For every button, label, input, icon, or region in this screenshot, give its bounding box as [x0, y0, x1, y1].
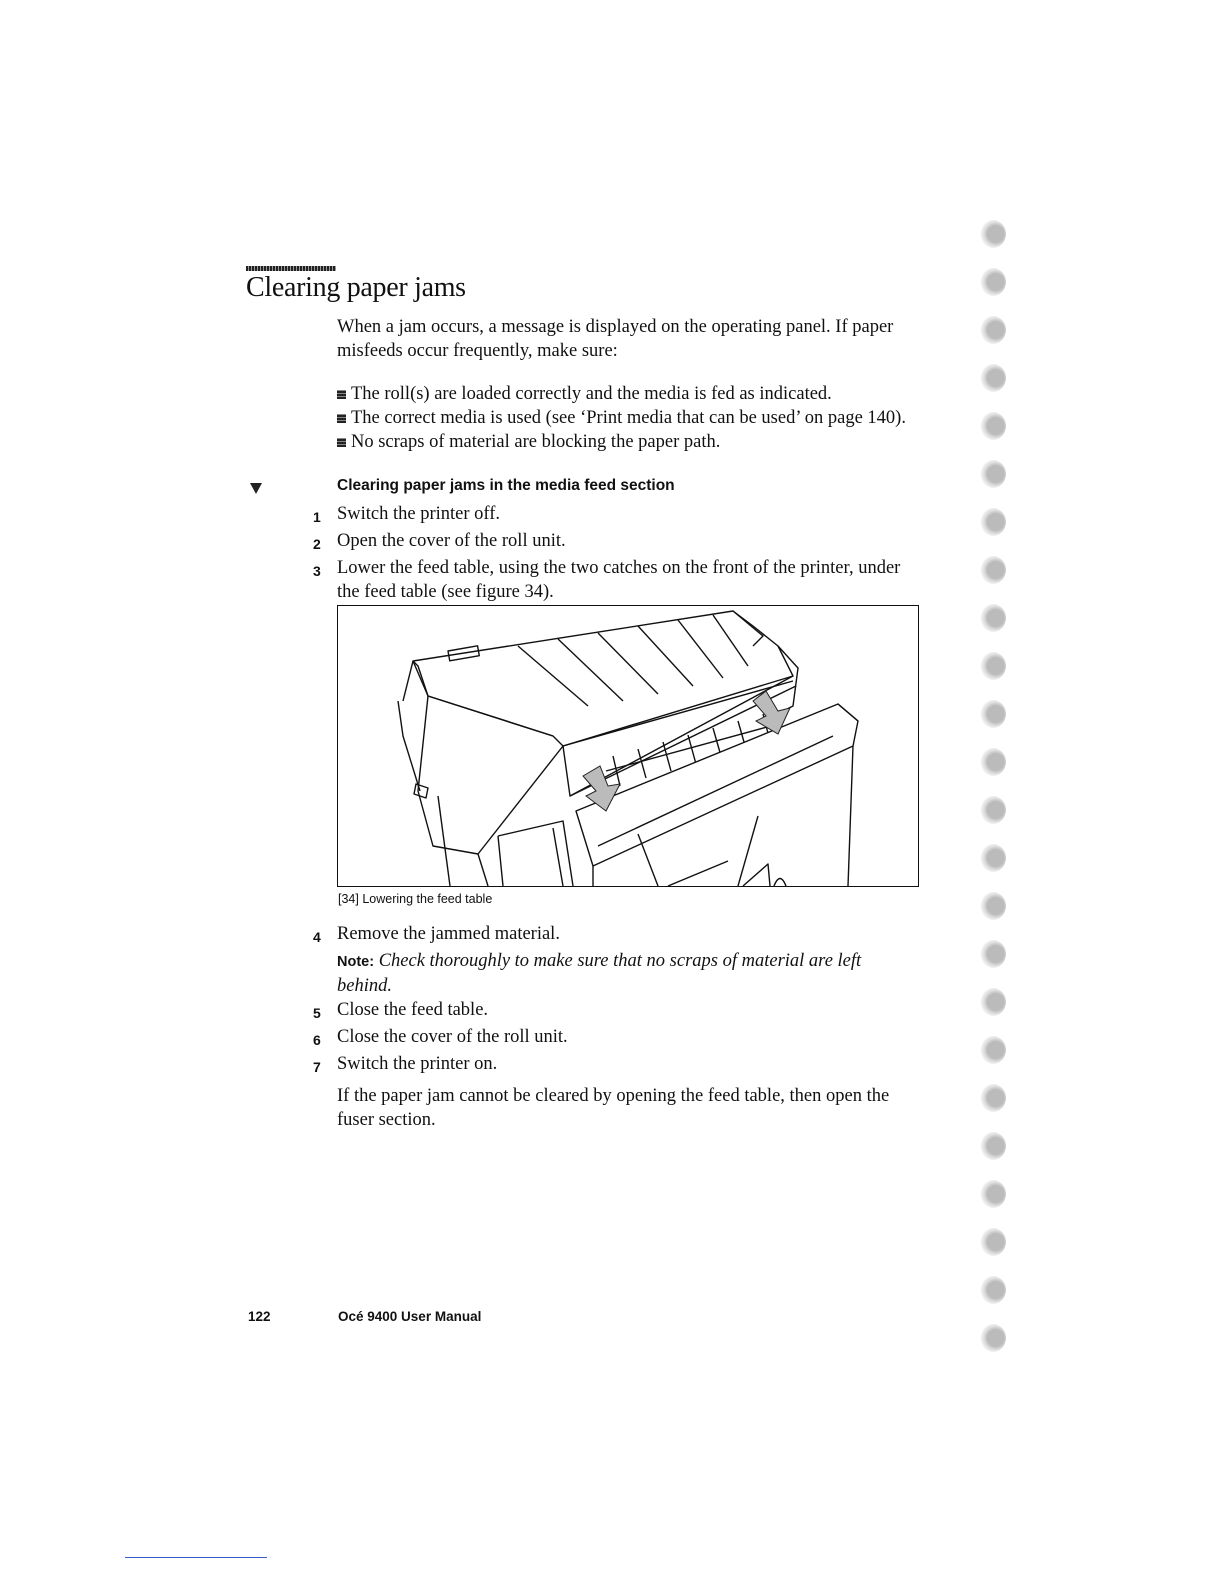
binding-hole-icon — [980, 844, 1006, 872]
binding-hole-icon — [980, 508, 1006, 536]
page-title: Clearing paper jams — [246, 272, 466, 303]
binding-hole-icon — [980, 1180, 1006, 1208]
binding-hole-icon — [980, 412, 1006, 440]
note — [300, 949, 920, 998]
bullet-icon — [337, 438, 346, 447]
binding-hole-icon — [980, 316, 1006, 344]
binding-hole-icon — [980, 940, 1006, 968]
binding-hole-icon — [980, 652, 1006, 680]
page-number: 122 — [248, 1309, 271, 1324]
binding-hole-icon — [980, 1084, 1006, 1112]
step-item: 4 Remove the jammed material. — [313, 924, 560, 945]
intro-paragraph: When a jam occurs, a message is displayed on the operating panel. If paper misfeeds occur frequently, make sure: — [337, 317, 894, 361]
binding-hole-icon — [980, 364, 1006, 392]
closing-paragraph: If the paper jam cannot be cleared by opening the feed table, then open the fuser section. — [337, 1086, 890, 1130]
bottom-divider — [125, 1557, 267, 1558]
binding-hole-icon — [980, 1132, 1006, 1160]
procedure-steps-2 — [300, 922, 920, 1079]
binding-hole-icon — [980, 1276, 1006, 1304]
checklist — [337, 382, 906, 454]
manual-title: Océ 9400 User Manual — [338, 1309, 482, 1324]
binding-hole-icon — [980, 556, 1006, 584]
binding-hole-icon — [980, 1036, 1006, 1064]
step-item: 2 Open the cover of the roll unit. — [313, 531, 566, 552]
note-text: Check thoroughly to make sure that no scraps of material are left behind. — [337, 951, 862, 996]
binding-hole-icon — [980, 604, 1006, 632]
figure-printer-illustration — [337, 605, 919, 887]
step-item: 1 Switch the printer off. — [313, 504, 501, 525]
step-item: 7 Switch the printer on. — [313, 1054, 498, 1075]
figure-caption: [34] Lowering the feed table — [338, 892, 493, 906]
procedure-steps-1 — [300, 502, 920, 604]
bullet-icon — [337, 390, 346, 399]
binding-hole-icon — [980, 1228, 1006, 1256]
step-item: 3 Lower the feed table, using the two catches on the front of the printer, under the feed table (see figure 34). — [313, 558, 901, 602]
binding-hole-icon — [980, 220, 1006, 248]
step-item: 6 Close the cover of the roll unit. — [313, 1027, 568, 1048]
section-subheading: Clearing paper jams in the media feed section — [337, 477, 675, 494]
note-label: Note: — [337, 954, 375, 970]
binding-hole-icon — [980, 796, 1006, 824]
printer-illustration — [338, 606, 918, 886]
procedure-triangle-icon — [250, 483, 262, 494]
binding-hole-icon — [980, 460, 1006, 488]
list-item: No scraps of material are blocking the paper path. — [337, 430, 906, 454]
binding-hole-icon — [980, 700, 1006, 728]
binding-hole-icon — [980, 748, 1006, 776]
list-item: The roll(s) are loaded correctly and the media is fed as indicated. — [337, 382, 906, 406]
binding-hole-icon — [980, 268, 1006, 296]
binding-hole-icon — [980, 1324, 1006, 1352]
heading-rule — [246, 266, 336, 271]
list-item: The correct media is used (see ‘Print media that can be used’ on page 140). — [337, 406, 906, 430]
binding-hole-icon — [980, 988, 1006, 1016]
binding-hole-icon — [980, 892, 1006, 920]
bullet-icon — [337, 414, 346, 423]
step-item: 5 Close the feed table. — [313, 1000, 489, 1021]
